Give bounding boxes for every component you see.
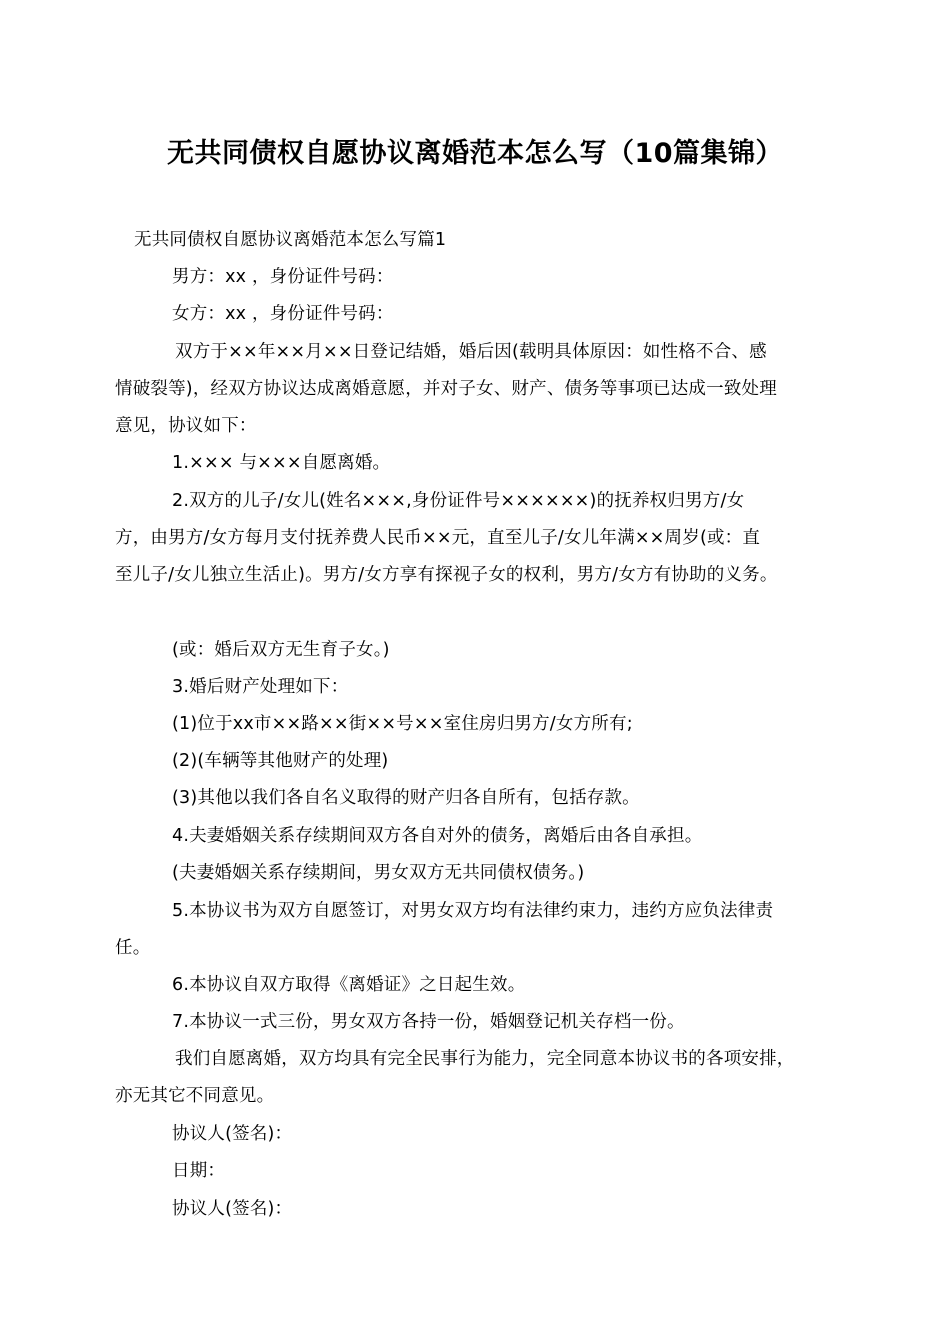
text-line: (或：婚后双方无生育子女。): [172, 640, 390, 660]
text-line: 意见，协议如下：: [115, 416, 257, 436]
text-line: 方，由男方/女方每月支付抚养费人民币××元，直至儿子/女儿年满××周岁(或：直: [115, 528, 761, 548]
signature-label: 协议人(签名)：: [172, 1124, 293, 1144]
text-line: 任。: [115, 938, 151, 958]
date-label: 日期：: [172, 1161, 226, 1181]
section-heading: 无共同债权自愿协议离婚范本怎么写篇1: [134, 230, 447, 250]
text-line: (3)其他以我们各自名义取得的财产归各自所有，包括存款。: [172, 788, 640, 808]
text-line: 情破裂等)，经双方协议达成离婚意愿，并对子女、财产、债务等事项已达成一致处理: [115, 379, 777, 399]
text-line: 4.夫妻婚姻关系存续期间双方各自对外的债务，离婚后由各自承担。: [172, 826, 703, 846]
document-title: 无共同债权自愿协议离婚范本怎么写（10篇集锦）: [166, 138, 784, 169]
text-line: (2)(车辆等其他财产的处理): [172, 751, 389, 771]
text-line: 1.××× 与×××自愿离婚。: [172, 453, 391, 473]
text-line: 5.本协议书为双方自愿签订，对男女双方均有法律约束力，违约方应负法律责: [172, 901, 774, 921]
signature-label: 协议人(签名)：: [172, 1199, 293, 1219]
text-line: 男方：xx ，身份证件号码：: [172, 267, 394, 287]
text-line: 3.婚后财产处理如下：: [172, 677, 349, 697]
text-line: 双方于××年××月××日登记结婚，婚后因(载明具体原因：如性格不合、感: [175, 342, 767, 362]
text-line: (1)位于xx市××路××街××号××室住房归男方/女方所有;: [172, 714, 633, 734]
text-line: 女方：xx ，身份证件号码：: [172, 304, 394, 324]
text-line: (夫妻婚姻关系存续期间，男女双方无共同债权债务。): [172, 863, 585, 883]
text-line: 至儿子/女儿独立生活止)。男方/女方享有探视子女的权利，男方/女方有协助的义务。: [115, 565, 778, 585]
text-line: 7.本协议一式三份，男女双方各持一份，婚姻登记机关存档一份。: [172, 1012, 685, 1032]
text-line: 亦无其它不同意见。: [115, 1086, 275, 1106]
text-line: 我们自愿离婚，双方均具有完全民事行为能力，完全同意本协议书的各项安排，: [175, 1049, 795, 1069]
text-line: 6.本协议自双方取得《离婚证》之日起生效。: [172, 975, 526, 995]
text-line: 2.双方的儿子/女儿(姓名×××,身份证件号××××××)的抚养权归男方/女: [172, 491, 745, 511]
